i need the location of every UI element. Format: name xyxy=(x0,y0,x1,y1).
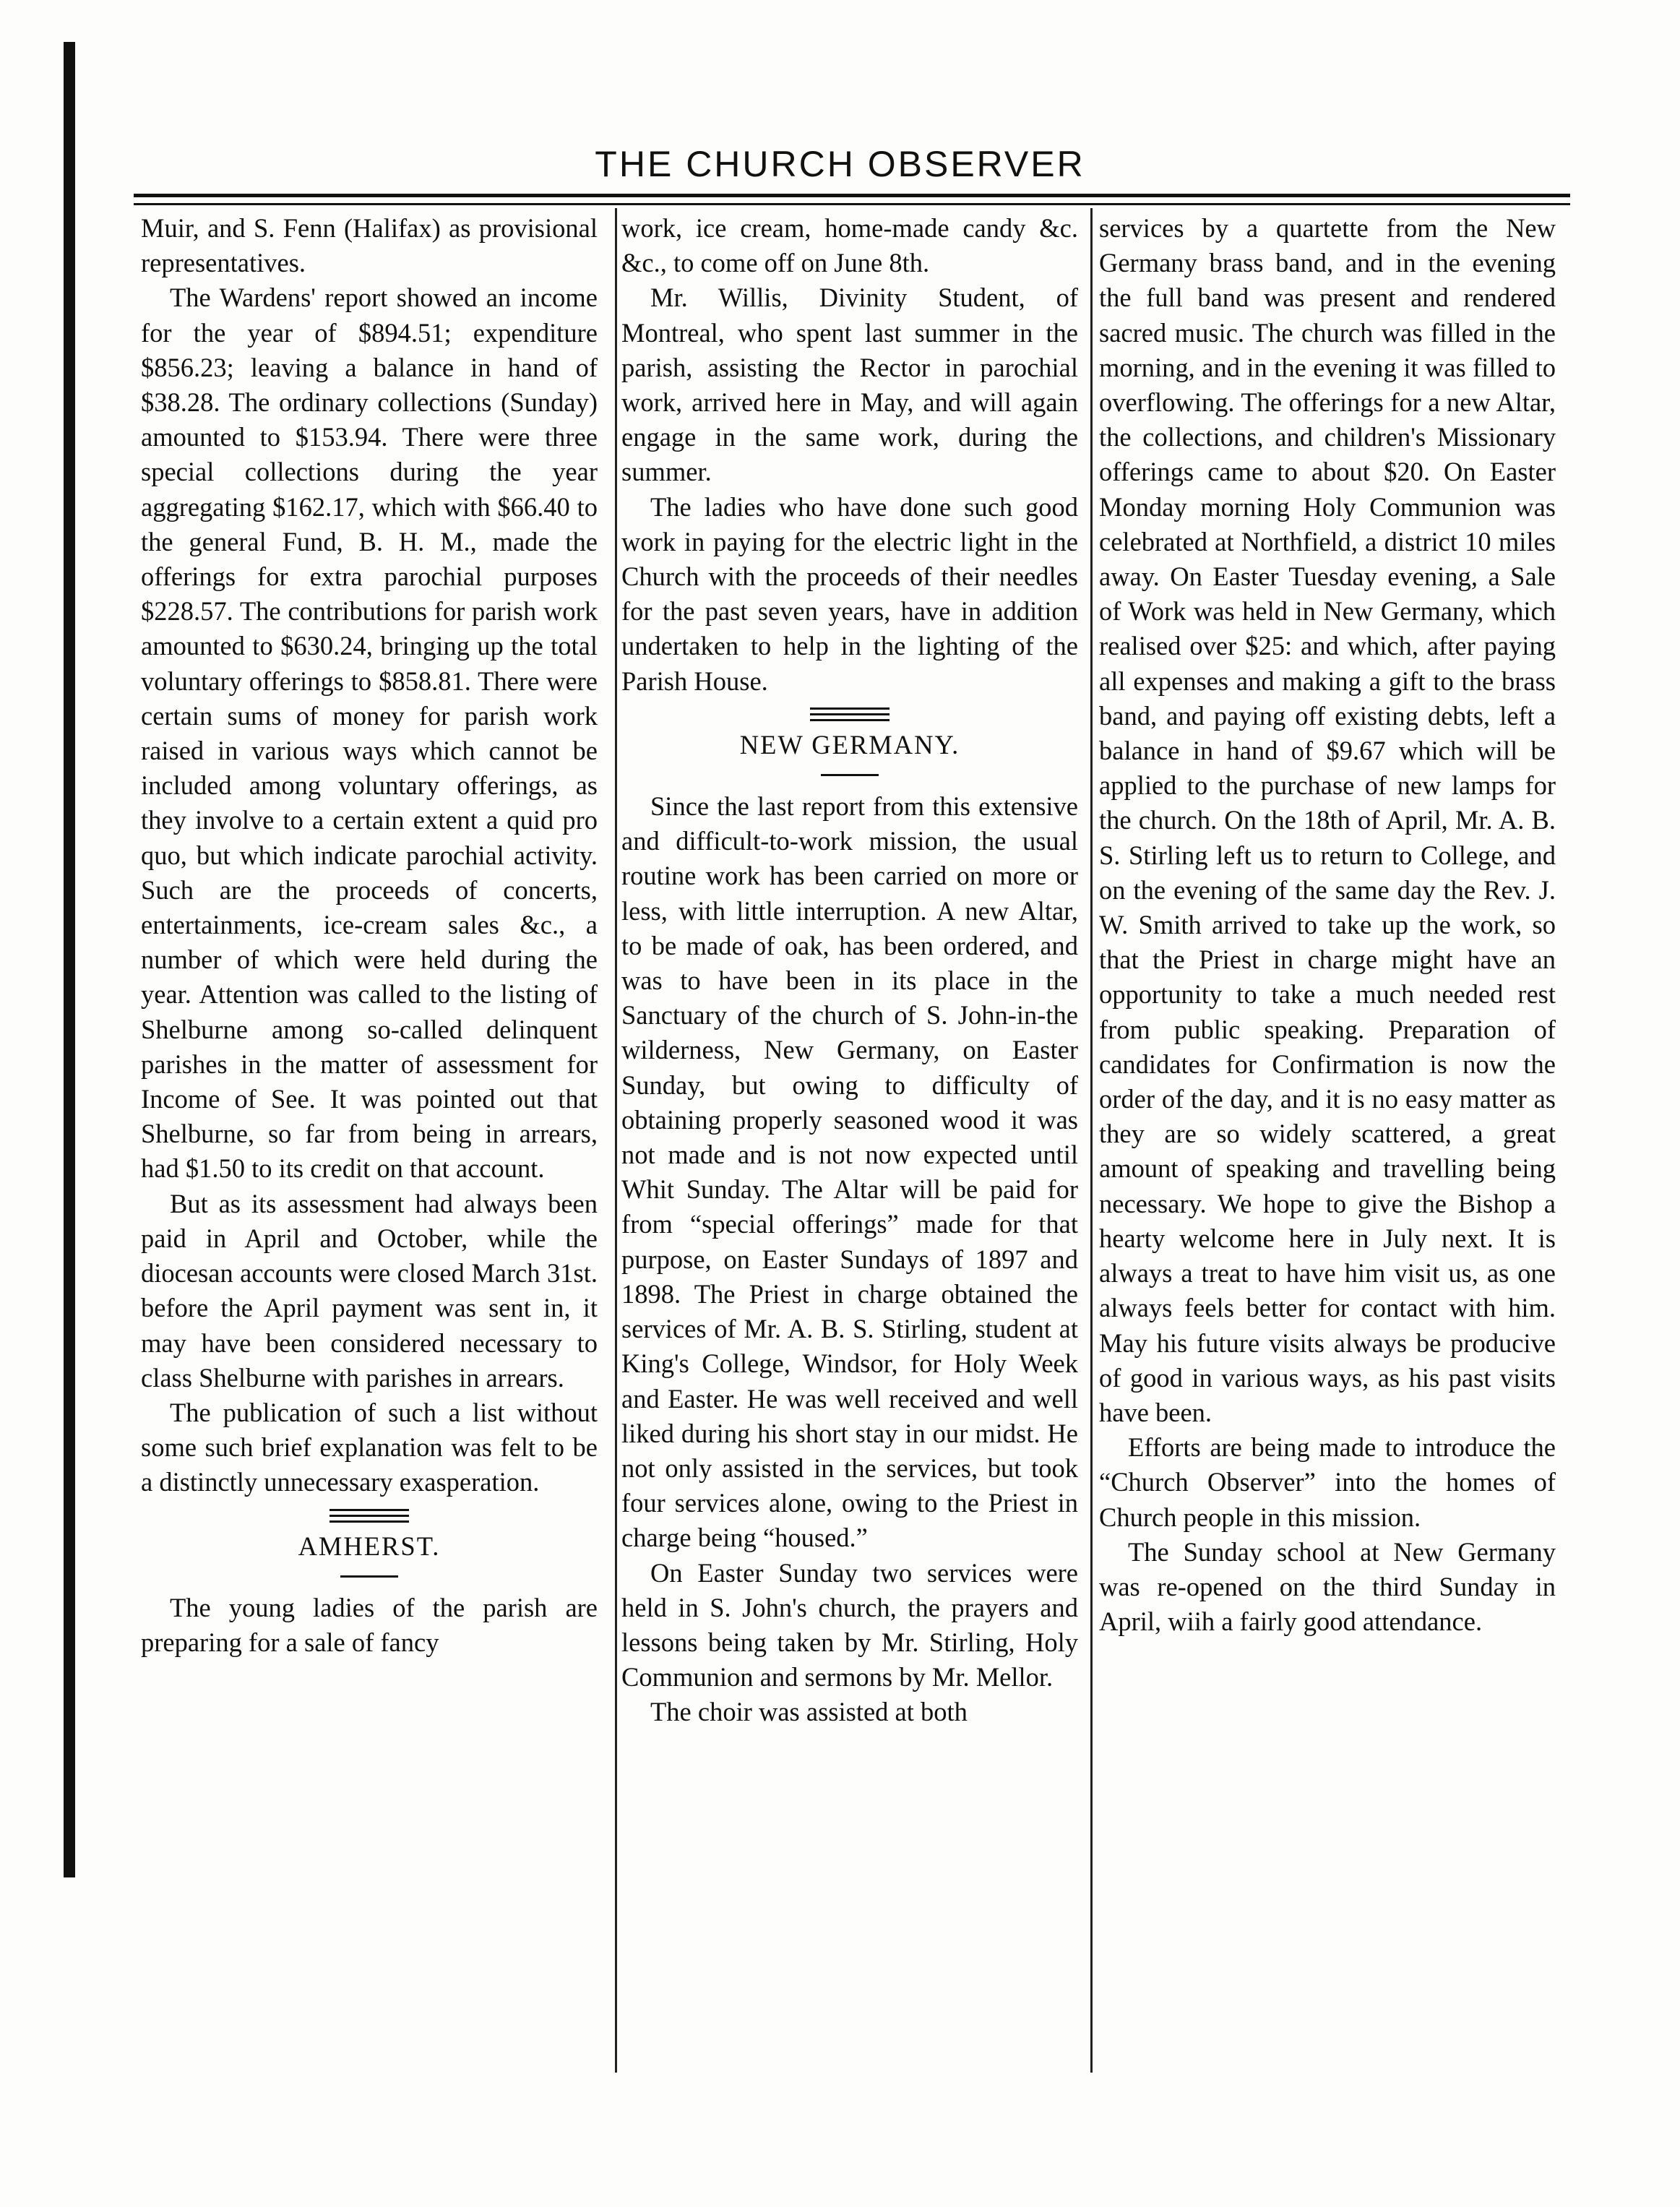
paragraph: services by a quartette from the New Germany brass band, and in the evening the full band was present and rendered sacred music. The church was filled in the morning, and in the evening it was filled to overflowing. The offerings for a new Altar, the collections, and children's Missionary offerings came to about $20. On Easter Monday morning Holy Communion was celebrated at Northfield, a district 10 miles away. On Easter Tuesday evening, a Sale of Work was held in New Germany, which realised over $25: and which, after paying all expenses and making a gift to the brass band, and paying off existing debts, left a balance in hand of $9.67 which will be applied to the purchase of new lamps for the church. On the 18th of April, Mr. A. B. S. Stirling left us to return to College, and on the evening of the same day the Rev. J. W. Smith arrived to take up the work, so that the Priest in charge might have an opportunity to take a much needed rest from public speaking. Preparation of candidates for Confirmation is now the order of the day, and it is no easy matter as they are so widely scattered, a great amount of speaking and travelling being necessary. We hope to give the Bishop a hearty welcome here in July next. It is always a treat to have him visit us, as one always feels better for contact with him. May his future visits always be producive of good in various ways, as his past visits have been. xyxy=(1099,213,1556,1427)
heading-dash xyxy=(340,1575,398,1578)
section-heading-amherst: AMHERST. xyxy=(298,1531,441,1561)
header-rule-thick xyxy=(134,194,1570,197)
binding-margin-bar xyxy=(64,42,75,1877)
paragraph: The publication of such a list without some such brief explanation was felt to be a distinctly unnecessary exasperation. xyxy=(141,1397,598,1497)
paragraph: But as its assessment had always been paid in April and October, while the diocesan accounts were closed March 31st. before the April payment was sent in, it may have been considered necessary to class Shelburne with parishes in arrears. xyxy=(141,1188,598,1393)
heading-dash xyxy=(821,774,879,776)
section-heading-new-germany: NEW GERMANY. xyxy=(739,729,960,760)
paragraph: Efforts are being made to introduce the “Church Observer” into the homes of Church people in this mission. xyxy=(1099,1432,1556,1532)
paragraph: Since the last report from this extensive and difficult-to-work mission, the usual routine work has been carried on more or less, with little interruption. A new Altar, to be made of oak, has been ordered, and was to have been in its place in the Sanctuary of the church of S. John-in-the wilderness, New Germany, on Easter Sunday, but owing to difficulty of obtaining properly seasoned wood it was not made and is not now expected until Whit Sunday. The Altar will be paid for from “special offerings” made for that purpose, on Easter Sundays of 1897 and 1898. The Priest in charge obtained the services of Mr. A. B. S. Stirling, student at King's College, Windsor, for Holy Week and Easter. He was well received and well liked during his short stay in our midst. He not only assisted in the services, but took four services alone, owing to the Priest in charge being “housed.” xyxy=(621,791,1078,1553)
column-middle xyxy=(621,211,1078,1730)
paragraph: Muir, and S. Fenn (Halifax) as provisional representatives. xyxy=(141,213,598,278)
column-left xyxy=(141,211,598,1660)
paragraph: On Easter Sunday two services were held in S. John's church, the prayers and lessons being taken by Mr. Stirling, Holy Communion and sermons by Mr. Mellor. xyxy=(621,1557,1078,1692)
header-rule-thin xyxy=(134,203,1570,205)
column-divider-1 xyxy=(615,208,617,2073)
column-divider-2 xyxy=(1090,208,1093,2073)
paragraph: The Sunday school at New Germany was re-opened on the third Sunday in April, wiih a fairly good attendance. xyxy=(1099,1536,1556,1637)
paragraph: The choir was assisted at both xyxy=(650,1697,968,1727)
paragraph: The Wardens' report showed an income for the year of $894.51; expenditure $856.23; leaving a balance in hand of $38.28. The ordinary collections (Sunday) amounted to $153.94. There were three special collections during the year aggregating $162.17, which with $66.40 to the general Fund, B. H. M., made the offerings for extra parochial purposes $228.57. The contributions for parish work amounted to $630.24, bringing up the total voluntary offerings to $858.81. There were certain sums of money for parish work raised in various ways which cannot be included among voluntary offerings, as they involve to a certain extent a quid pro quo, but which indicate parochial activity. Such are the proceeds of concerts, entertainments, ice-cream sales &c., a number of which were held during the year. Attention was called to the listing of Shelburne among so-called delinquent parishes in the matter of assessment for Income of See. It was pointed out that Shelburne, so far from being in arrears, had $1.50 to its credit on that account. xyxy=(141,283,598,1184)
paragraph: Mr. Willis, Divinity Student, of Montreal, who spent last summer in the parish, assisting the Rector in parochial work, arrived here in May, and will again engage in the same work, during the summer. xyxy=(621,283,1078,487)
page-title: THE CHURCH OBSERVER xyxy=(595,144,1085,184)
column-right xyxy=(1099,211,1556,1639)
paragraph: work, ice cream, home-made candy &c. &c., to come off on June 8th. xyxy=(621,213,1078,278)
section-separator xyxy=(621,705,1078,725)
paragraph: The young ladies of the parish are preparing for a sale of fancy xyxy=(141,1592,598,1657)
section-separator xyxy=(141,1506,598,1526)
paragraph: The ladies who have done such good work in paying for the electric light in the Church with the proceeds of their needles for the past seven years, have in addition undertaken to help in the lighting of the Parish House. xyxy=(621,491,1078,696)
